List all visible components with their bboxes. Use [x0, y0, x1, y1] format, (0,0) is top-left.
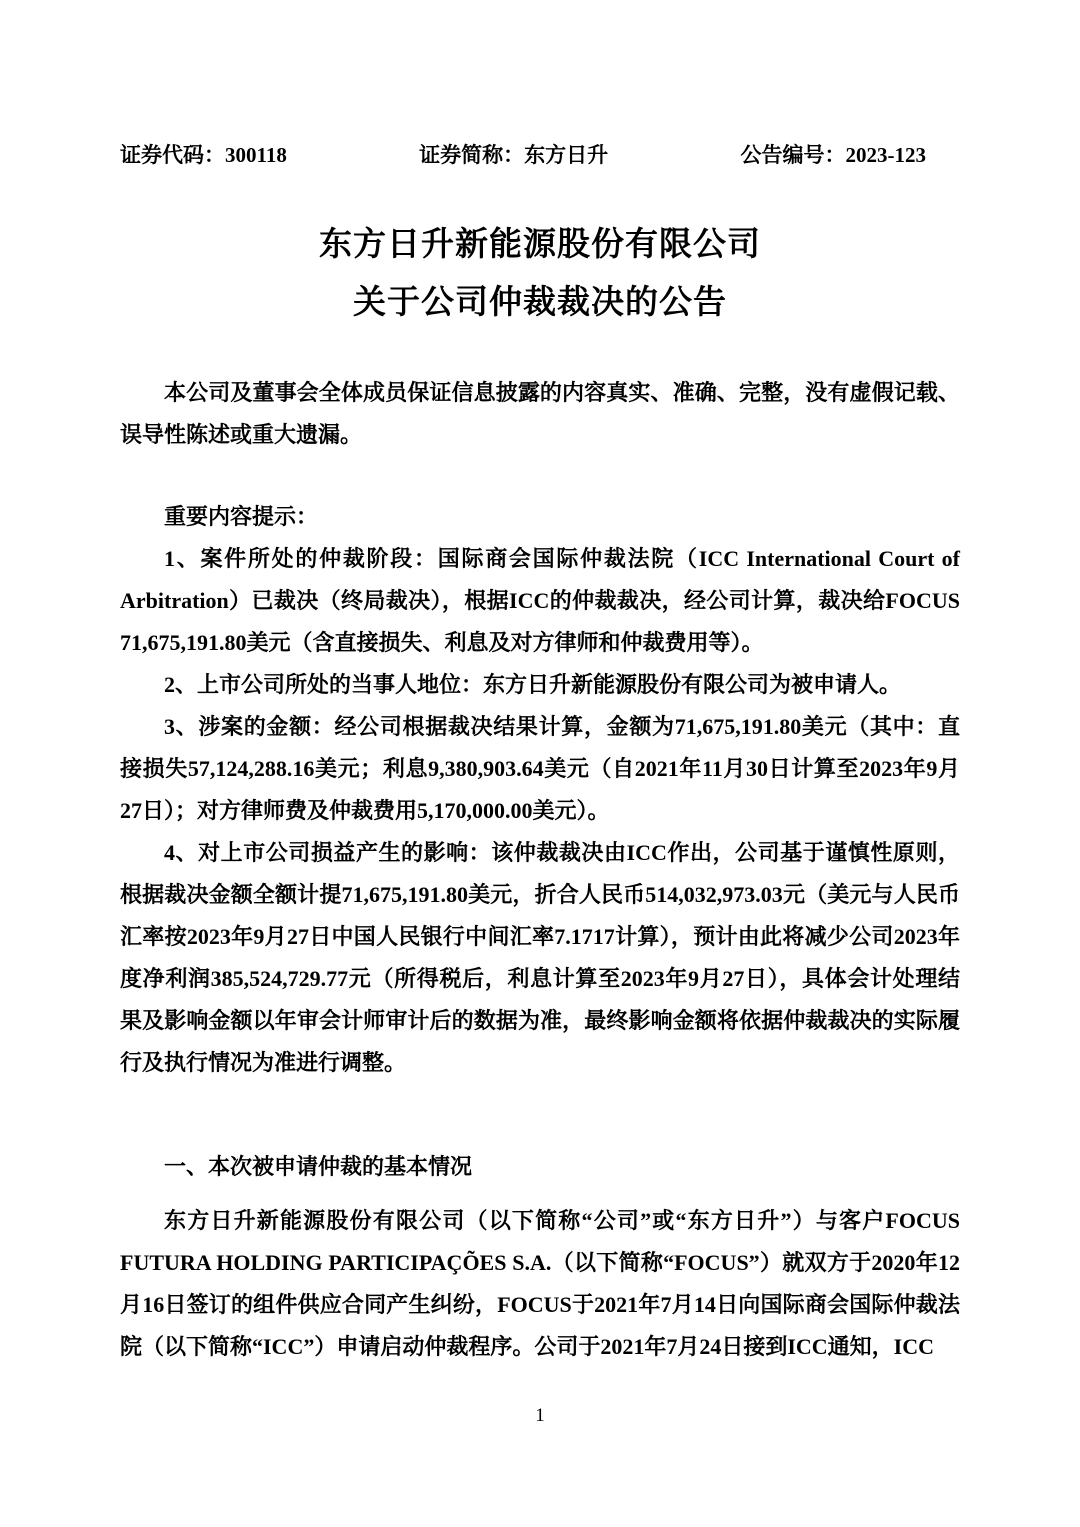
highlight-item-amount-involved: 3、涉案的金额：经公司根据裁决结果计算，金额为71,675,191.80美元（其中：直接损失57,124,288.16美元；利息9,380,903.64美元（自2021年11月30日计算至2023年9月27日）；对方律师费及仲裁费用5,170,000.00美元）。	[120, 714, 960, 823]
highlight-item-party-status: 2、上市公司所处的当事人地位：东方日升新能源股份有限公司为被申请人。	[164, 672, 902, 697]
highlight-item-profit-impact: 4、对上市公司损益产生的影响：该仲裁裁决由ICC作出，公司基于谨慎性原则，根据裁决金额全额计提71,675,191.80美元，折合人民币514,032,973.03元（美元与人民币汇率按2023年9月27日中国人民银行中间汇率7.1717计算），预计由此将减少公司2023年度净利润385,524,729.77元（所得税后，利息计算至2023年9月27日），具体会计处理结果及影响金额以年审会计师审计后的数据为准，最终影响金额将依据仲裁裁决的实际履行及执行情况为准进行调整。	[120, 840, 960, 1075]
announcement-number-label: 公告编号：2023-123	[740, 143, 926, 167]
doc-header-row	[120, 0, 960, 170]
section-1-heading: 一、本次被申请仲裁的基本情况	[164, 1154, 473, 1179]
highlight-item-arbitration-stage: 1、案件所处的仲裁阶段：国际商会国际仲裁法院（ICC International Court of Arbitration）已裁决（终局裁决），根据ICC的仲裁裁决，经公司计算，裁决给FOCUS 71,675,191.80美元（含直接损失、利息及对方律师和仲裁费用等）。	[120, 546, 960, 655]
section-1-paragraph: 东方日升新能源股份有限公司（以下简称“公司”或“东方日升”）与客户FOCUS FUTURA HOLDING PARTICIPAÇÕES S.A.（以下简称“FOCUS”）就双方于2020年12月16日签订的组件供应合同产生纠纷，FOCUS于2021年7月14日向国际商会国际仲裁法院（以下简称“ICC”）申请启动仲裁程序。公司于2021年7月24日接到ICC通知，ICC	[120, 1208, 960, 1359]
company-name-title: 东方日升新能源股份有限公司	[319, 227, 761, 263]
announcement-subject-title: 关于公司仲裁裁决的公告	[353, 285, 727, 321]
stock-name-label: 证券简称：东方日升	[419, 143, 609, 167]
stock-code-label: 证券代码：300118	[120, 143, 287, 167]
declaration-paragraph: 本公司及董事会全体成员保证信息披露的内容真实、准确、完整，没有虚假记载、误导性陈述或重大遗漏。	[120, 380, 960, 447]
page-number: 1	[535, 1405, 545, 1426]
page-content	[120, 0, 960, 1368]
highlights-heading: 重要内容提示：	[164, 504, 319, 529]
title-block	[120, 216, 960, 332]
